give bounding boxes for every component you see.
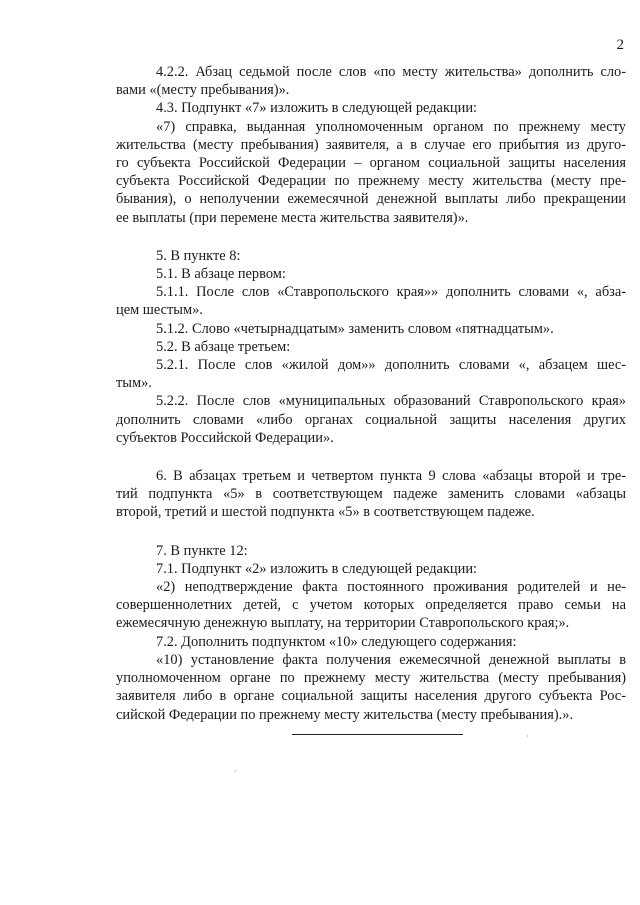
text-line: тий подпункта «5» в соответствующем падеже заменить словами «абзацы (116, 486, 626, 503)
text-line: совершеннолетних детей, с учетом которых определяется право семьи на (116, 597, 626, 614)
paragraph-gap (116, 522, 626, 542)
paragraph (116, 265, 626, 283)
text-line: 7.1. Подпункт «2» изложить в следующей редакции: (156, 560, 478, 577)
text-line: 6. В абзацах третьем и четвертом пункта 9 слова «абзацы второй и тре- (156, 468, 626, 485)
closing-rule (292, 734, 463, 735)
text-line: 5.1.1. После слов «Ставропольского края»» дополнить словами «, абза- (156, 284, 626, 301)
text-line: ежемесячную денежную выплату, на территории Ставропольского края;». (116, 615, 570, 632)
text-line: субъекта Российской Федерации по прежнему месту жительства (месту пре- (116, 173, 626, 190)
text-line: 4.2.2. Абзац седьмой после слов «по месту жительства» дополнить сло- (156, 64, 626, 80)
text-line: 5.2.2. После слов «муниципальных образований Ставропольского края» (156, 393, 626, 410)
text-line: цем шестым». (116, 302, 203, 319)
text-line: 5.2.1. После слов «жилой дом»» дополнить словами «, абзацем шес- (156, 357, 626, 374)
text-line: субъектов Российской Федерации». (116, 429, 334, 446)
text-line: сийской Федерации по прежнему месту жительства (месту пребывания).». (116, 706, 574, 723)
text-line: 7.2. Дополнить подпунктом «10» следующего содержания: (156, 633, 517, 650)
paragraph (116, 356, 626, 392)
text-line: дополнить словами «либо органах социальной защиты населения других (116, 411, 626, 428)
text-line: 7. В пункте 12: (156, 542, 248, 559)
page-number: 2 (616, 37, 624, 53)
paragraph (116, 320, 626, 338)
text-line: жительства (месту пребывания) заявителя, а в случае его прибытия из друго- (116, 136, 626, 153)
paragraph (116, 560, 626, 578)
paragraph (116, 651, 626, 724)
paragraph (116, 63, 626, 99)
text-line: вами «(месту пребывания)». (116, 82, 290, 99)
document-body (116, 63, 626, 724)
text-line: «10) установление факта получения ежемесячной денежной выплаты в (156, 651, 626, 668)
paragraph (116, 247, 626, 265)
text-line: ее выплаты (при перемене места жительства заявителя)». (116, 209, 469, 226)
scan-speck (235, 770, 236, 772)
text-line: тым». (116, 375, 152, 392)
paragraph (116, 283, 626, 319)
paragraph (116, 118, 626, 227)
text-line: «7) справка, выданная уполномоченным органом по прежнему месту (156, 118, 626, 135)
text-line: «2) неподтверждение факта постоянного проживания родителей и не- (156, 579, 626, 596)
paragraph-gap (116, 447, 626, 467)
text-line: 5. В пункте 8: (156, 247, 241, 264)
paragraph-gap (116, 227, 626, 247)
text-line: 5.1. В абзаце первом: (156, 266, 286, 283)
text-line: го субъекта Российской Федерации – органом социальной защиты населения (116, 155, 626, 172)
paragraph (116, 392, 626, 447)
paragraph (116, 467, 626, 522)
scan-speck (527, 735, 528, 737)
text-line: бывания), о неполучении ежемесячной денежной выплаты либо прекращении (116, 191, 626, 208)
paragraph (116, 578, 626, 633)
paragraph (116, 542, 626, 560)
paragraph (116, 99, 626, 117)
text-line: 5.1.2. Слово «четырнадцатым» заменить словом «пятнадцатым». (156, 320, 554, 337)
text-line: второй, третий и шестой подпункта «5» в соответствующем падеже. (116, 504, 535, 521)
text-line: 4.3. Подпункт «7» изложить в следующей редакции: (156, 100, 478, 117)
text-line: заявителя либо в органе социальной защиты населения другого субъекта Рос- (116, 688, 626, 705)
text-line: уполномоченном органе по прежнему месту жительства (месту пребывания) (116, 670, 626, 687)
paragraph (116, 338, 626, 356)
paragraph (116, 633, 626, 651)
text-line: 5.2. В абзаце третьем: (156, 338, 291, 355)
